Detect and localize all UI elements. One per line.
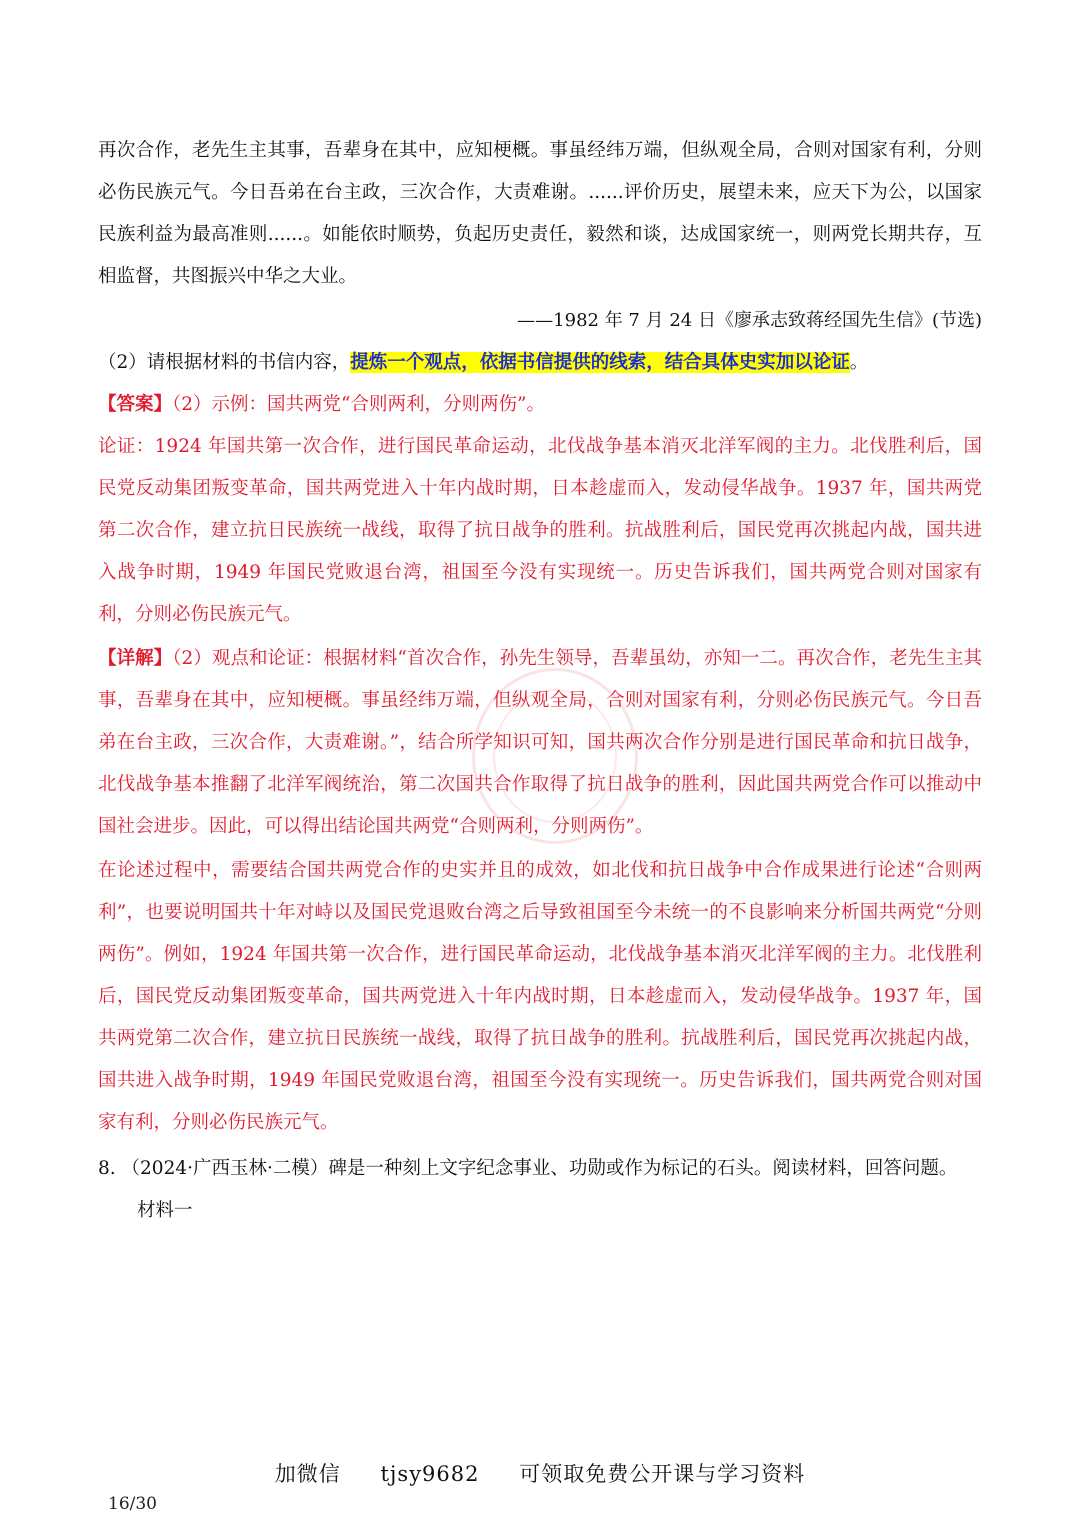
detail-paragraph-1 — [98, 638, 982, 848]
footer-text-1: 加微信 — [274, 1462, 341, 1486]
footer-text-2: 可领取免费公开课与学习资料 — [519, 1462, 806, 1486]
detail-paragraph-2 — [98, 850, 982, 1144]
detail-text: （2）观点和论证：根据材料“首次合作，孙先生领导，吾辈虽幼，亦知一二。再次合作，老先生主其事，吾辈身在其中，应知梗概。事虽经纬万端，但纵观全局，合则对国家有利，分则必伤民族元气。今日吾弟在台主政，三次合作，大责难谢。”，结合所学知识可知，国共两次合作分别是进行国民革命和抗日战争，北伐战争基本推翻了北洋军阀统治，第二次国共合作取得了抗日战争的胜利，因此国共两党合作可以推动中国社会进步。因此，可以得出结论国共两党“合则两利，分则两伤”。 — [98, 648, 982, 837]
question-8: 8. （2024·广西玉林·二模）碑是一种刻上文字纪念事业、功勋或作为标记的石头。阅读材料，回答问题。 — [98, 1158, 958, 1179]
page-number: 16/30 — [108, 1494, 157, 1514]
question-highlight: 提炼一个观点，依据书信提供的线索，结合具体史实加以论证 — [350, 352, 850, 373]
material-one-label: 材料一 — [137, 1200, 193, 1221]
letter-source: ——1982 年 7 月 24 日《廖承志致蒋经国先生信》(节选) — [517, 310, 982, 331]
answer-tag: 【答案】 — [98, 394, 173, 415]
letter-text: 再次合作，老先生主其事，吾辈身在其中，应知梗概。事虽经纬万端，但纵观全局，合则对国家有利，分则必伤民族元气。今日吾弟在台主政，三次合作，大责难谢。......评价历史，展望未来，应天下为公，以国家民族利益为最高准则......。如能依时顺势，负起历史责任，毅然和谈，达成国家统一，则两党长期共存，互相监督，共图振兴中华之大业。 — [98, 140, 982, 287]
question-2 — [98, 342, 982, 384]
detail-text-2: 在论述过程中，需要结合国共两党合作的史实并且的成效，如北伐和抗日战争中合作成果进行论述“合则两利”，也要说明国共十年对峙以及国民党退败台湾之后导致祖国至今未统一的不良影响来分析国共两党“分则两伤”。例如，1924 年国共第一次合作，进行国民革命运动，北伐战争基本消灭北洋军阀的主力。北伐胜利后，国民党反动集团叛变革命，国共两党进入十年内战时期，日本趁虚而入，发动侵华战争。1937 年，国共两党第二次合作，建立抗日民族统一战线，取得了抗日战争的胜利。抗战胜利后，国民党再次挑起内战，国共进入战争时期，1949 年国民党败退台湾，祖国至今没有实现统一。历史告诉我们，国共两党合则对国家有利，分则必伤民族元气。 — [98, 860, 982, 1133]
answer-argument — [98, 426, 982, 636]
answer-line — [98, 384, 982, 426]
letter-excerpt — [98, 130, 982, 298]
footer-advert — [0, 1458, 1080, 1488]
question-prefix: （2）请根据材料的书信内容， — [98, 352, 351, 373]
answer-text: （2）示例：国共两党“合则两利，分则两伤”。 — [172, 394, 545, 415]
question-suffix: 。 — [849, 352, 869, 373]
detail-tag: 【详解】 — [98, 648, 173, 669]
answer-argument-text: 论证：1924 年国共第一次合作，进行国民革命运动，北伐战争基本消灭北洋军阀的主力。北伐胜利后，国民党反动集团叛变革命，国共两党进入十年内战时期，日本趁虚而入，发动侵华战争。1937 年，国共两党第二次合作，建立抗日民族统一战线，取得了抗日战争的胜利。抗战胜利后，国民党再次挑起内战，国共进入战争时期，1949 年国民党败退台湾，祖国至今没有实现统一。历史告诉我们，国共两党合则对国家有利，分则必伤民族元气。 — [98, 436, 982, 625]
footer-wechat-id: tjsy9682 — [380, 1462, 480, 1486]
